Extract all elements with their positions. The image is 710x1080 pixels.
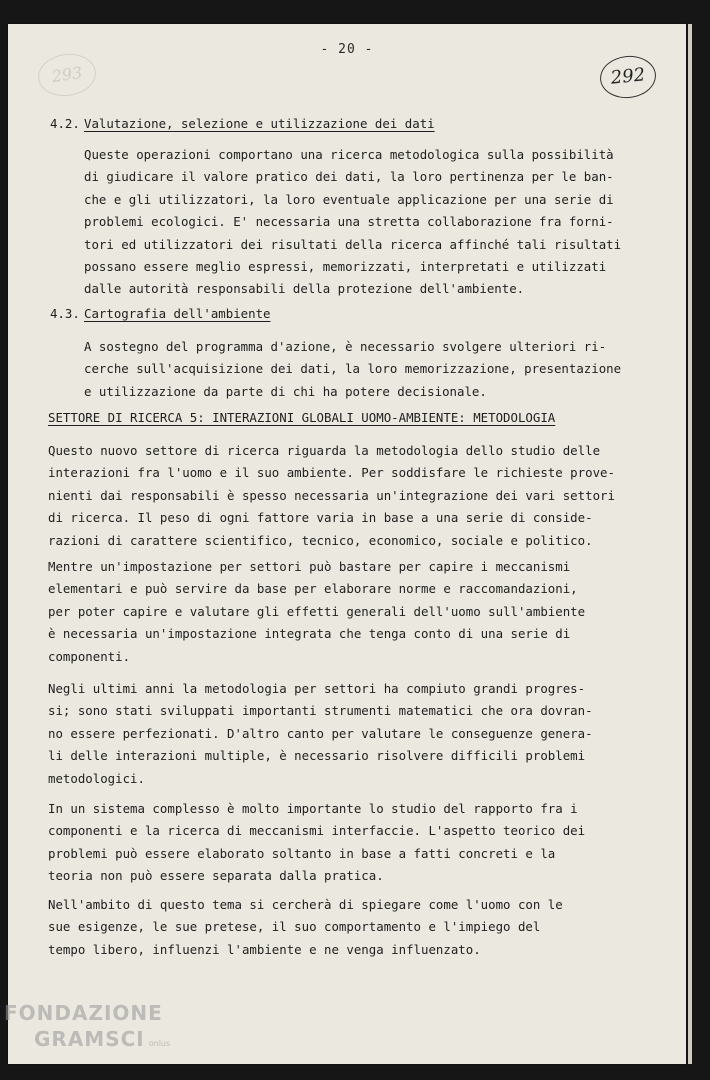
text-line: si; sono stati sviluppati importanti strumenti matematici che ora dovran-	[48, 703, 593, 719]
text-line: cerche sull'acquisizione dei dati, la loro memorizzazione, presentazione	[84, 361, 622, 377]
text-line: metodologici.	[48, 770, 145, 786]
text-line: Questo nuovo settore di ricerca riguarda la metodologia dello studio delle	[48, 443, 601, 458]
section-number: 4.3.	[50, 306, 80, 321]
text-line: di ricerca. Il peso di ogni fattore varia in base a una serie di conside-	[48, 510, 593, 526]
text-line: razioni di carattere scientifico, tecnico, economico, sociale e politico.	[48, 532, 593, 548]
text-line: per poter capire e valutare gli effetti generali dell'uomo sull'ambiente	[48, 603, 586, 619]
text-line: elementari e può servire da base per elaborare norme e raccomandazioni,	[48, 581, 578, 597]
watermark-line-1: FONDAZIONE	[4, 1001, 163, 1025]
section-heading-4-2	[50, 116, 435, 131]
text-line: dalle autorità responsabili della protezione dell'ambiente.	[84, 281, 525, 297]
text-line: Mentre un'impostazione per settori può bastare per capire i meccanismi	[48, 559, 571, 574]
section-number: 4.2.	[50, 116, 80, 131]
section-title: Cartografia dell'ambiente	[84, 306, 271, 321]
text-line: problemi può essere elaborato soltanto in base a fatti concreti e la	[48, 845, 556, 861]
text-line: li delle interazioni multiple, è necessario risolvere difficili problemi	[48, 748, 586, 764]
text-line: Queste operazioni comportano una ricerca metodologica sulla possibilità	[84, 147, 614, 162]
text-line: Nell'ambito di questo tema si cercherà di spiegare come l'uomo con le	[48, 897, 563, 912]
text-line: componenti e la ricerca di meccanismi interfaccie. L'aspetto teorico dei	[48, 823, 586, 839]
section-heading-4-3	[50, 306, 271, 321]
text-line: che e gli utilizzatori, la loro eventuale applicazione per una serie di	[84, 191, 614, 207]
text-line: In un sistema complesso è molto importante lo studio del rapporto fra i	[48, 801, 578, 816]
text-line: tempo libero, influenzi l'ambiente e ne venga influenzato.	[48, 941, 481, 957]
paragraph	[48, 798, 636, 888]
text-line: componenti.	[48, 648, 131, 664]
text-line: tori ed utilizzatori dei risultati della ricerca affinché tali risultati	[84, 236, 622, 252]
text-line: nienti dai responsabili è spesso necessaria un'integrazione dei vari settori	[48, 487, 615, 503]
paragraph	[48, 556, 636, 668]
text-line: possano essere meglio espressi, memorizzati, interpretati e utilizzati	[84, 259, 607, 275]
page-number: - 20 -	[320, 42, 374, 57]
text-line: Negli ultimi anni la metodologia per settori ha compiuto grandi progres-	[48, 681, 586, 696]
watermark-suffix: onlus	[148, 1039, 171, 1048]
text-line: di giudicare il valore pratico dei dati, la loro pertinenza per le ban-	[84, 169, 614, 185]
watermark-logo	[4, 1000, 170, 1057]
paragraph	[48, 440, 636, 552]
faint-page-stamp: 293	[35, 50, 98, 100]
text-line: sue esigenze, le sue pretese, il suo comportamento e l'impiego del	[48, 919, 541, 935]
text-line: è necessaria un'impostazione integrata che tenga conto di una serie di	[48, 626, 571, 642]
handwritten-page-number: 292	[598, 53, 658, 101]
watermark-line-2-text: GRAMSCI	[34, 1027, 145, 1051]
text-line: teoria non può essere separata dalla pratica.	[48, 868, 384, 884]
text-line: no essere perfezionati. D'altro canto per valutare le conseguenze genera-	[48, 725, 593, 741]
text-line: interazioni fra l'uomo e il suo ambiente. Per soddisfare le richieste prove-	[48, 465, 615, 481]
text-line: A sostegno del programma d'azione, è necessario svolgere ulteriori ri-	[84, 339, 607, 354]
research-sector-heading: SETTORE DI RICERCA 5: INTERAZIONI GLOBALI UOMO-AMBIENTE: METODOLOGIA	[48, 410, 556, 425]
section-4-2-body	[84, 144, 644, 301]
section-4-3-body	[84, 336, 644, 403]
paragraph	[48, 678, 636, 790]
text-line: e utilizzazione da parte di chi ha potere decisionale.	[84, 383, 487, 399]
section-title: Valutazione, selezione e utilizzazione dei dati	[84, 116, 435, 131]
watermark-line-2	[4, 1026, 170, 1057]
text-line: problemi ecologici. E' necessaria una stretta collaborazione fra forni-	[84, 214, 614, 230]
paragraph	[48, 894, 636, 961]
